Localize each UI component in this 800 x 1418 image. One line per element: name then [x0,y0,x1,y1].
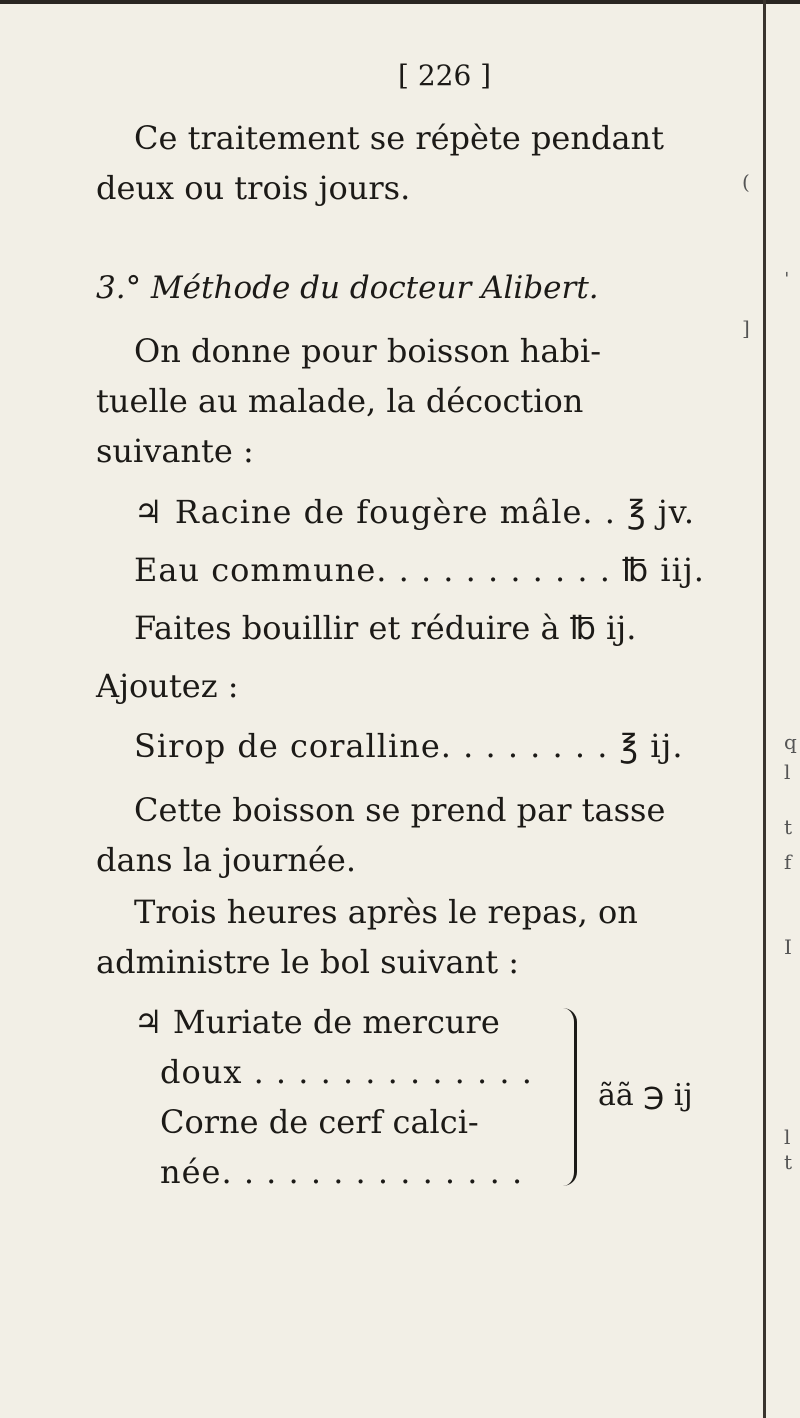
margin-fragment: t [784,815,793,839]
section-heading: 3.° Méthode du docteur Alibert. [96,270,599,306]
margin-fragment: f [784,850,792,874]
text-line-10: administre le bol suivant : [96,943,520,981]
grouping-brace [558,1008,577,1186]
text-line-1: Ce traitement se répète pendant [134,119,664,157]
formula-line-4: née. . . . . . . . . . . . . . [160,1153,524,1191]
text-line-9: Trois heures après le repas, on [134,893,638,931]
margin-fragment: l [784,1125,791,1149]
bleed-fragment: ] [742,316,750,340]
margin-fragment: q [784,730,797,754]
margin-fragment: t [784,1150,793,1174]
recipe-line-3: Faites bouillir et réduire à ℔ ij. [134,609,637,647]
text-line-8: dans la journée. [96,841,356,879]
brace-dosage: ãã ℈ ij [598,1078,693,1113]
margin-fragment: l [784,760,791,784]
recipe-line-1: ♃ Racine de fougère mâle. . ℥ jv. [134,493,696,531]
recipe-line-4: Sirop de coralline. . . . . . . . ℥ ij. [134,727,684,765]
text-line-3: On donne pour boisson habi- [134,332,602,370]
bleed-fragment: ( [742,170,750,194]
text-line-5: suivante : [96,432,254,470]
formula-line-1: ♃ Muriate de mercure [134,1003,500,1041]
text-line-7: Cette boisson se prend par tasse [134,791,666,829]
formula-line-3: Corne de cerf calci- [160,1103,479,1141]
margin-fragment: ˈ [784,268,790,292]
page-edge [763,0,766,1418]
recipe-line-2: Eau commune. . . . . . . . . . . ℔ iij. [134,551,705,589]
text-line-6: Ajoutez : [96,667,239,705]
margin-fragment: I [784,935,792,959]
text-line-2: deux ou trois jours. [96,169,411,207]
page-number: [ 226 ] [398,59,492,92]
text-line-4: tuelle au malade, la décoction [96,382,584,420]
formula-line-2: doux . . . . . . . . . . . . . [160,1053,533,1091]
